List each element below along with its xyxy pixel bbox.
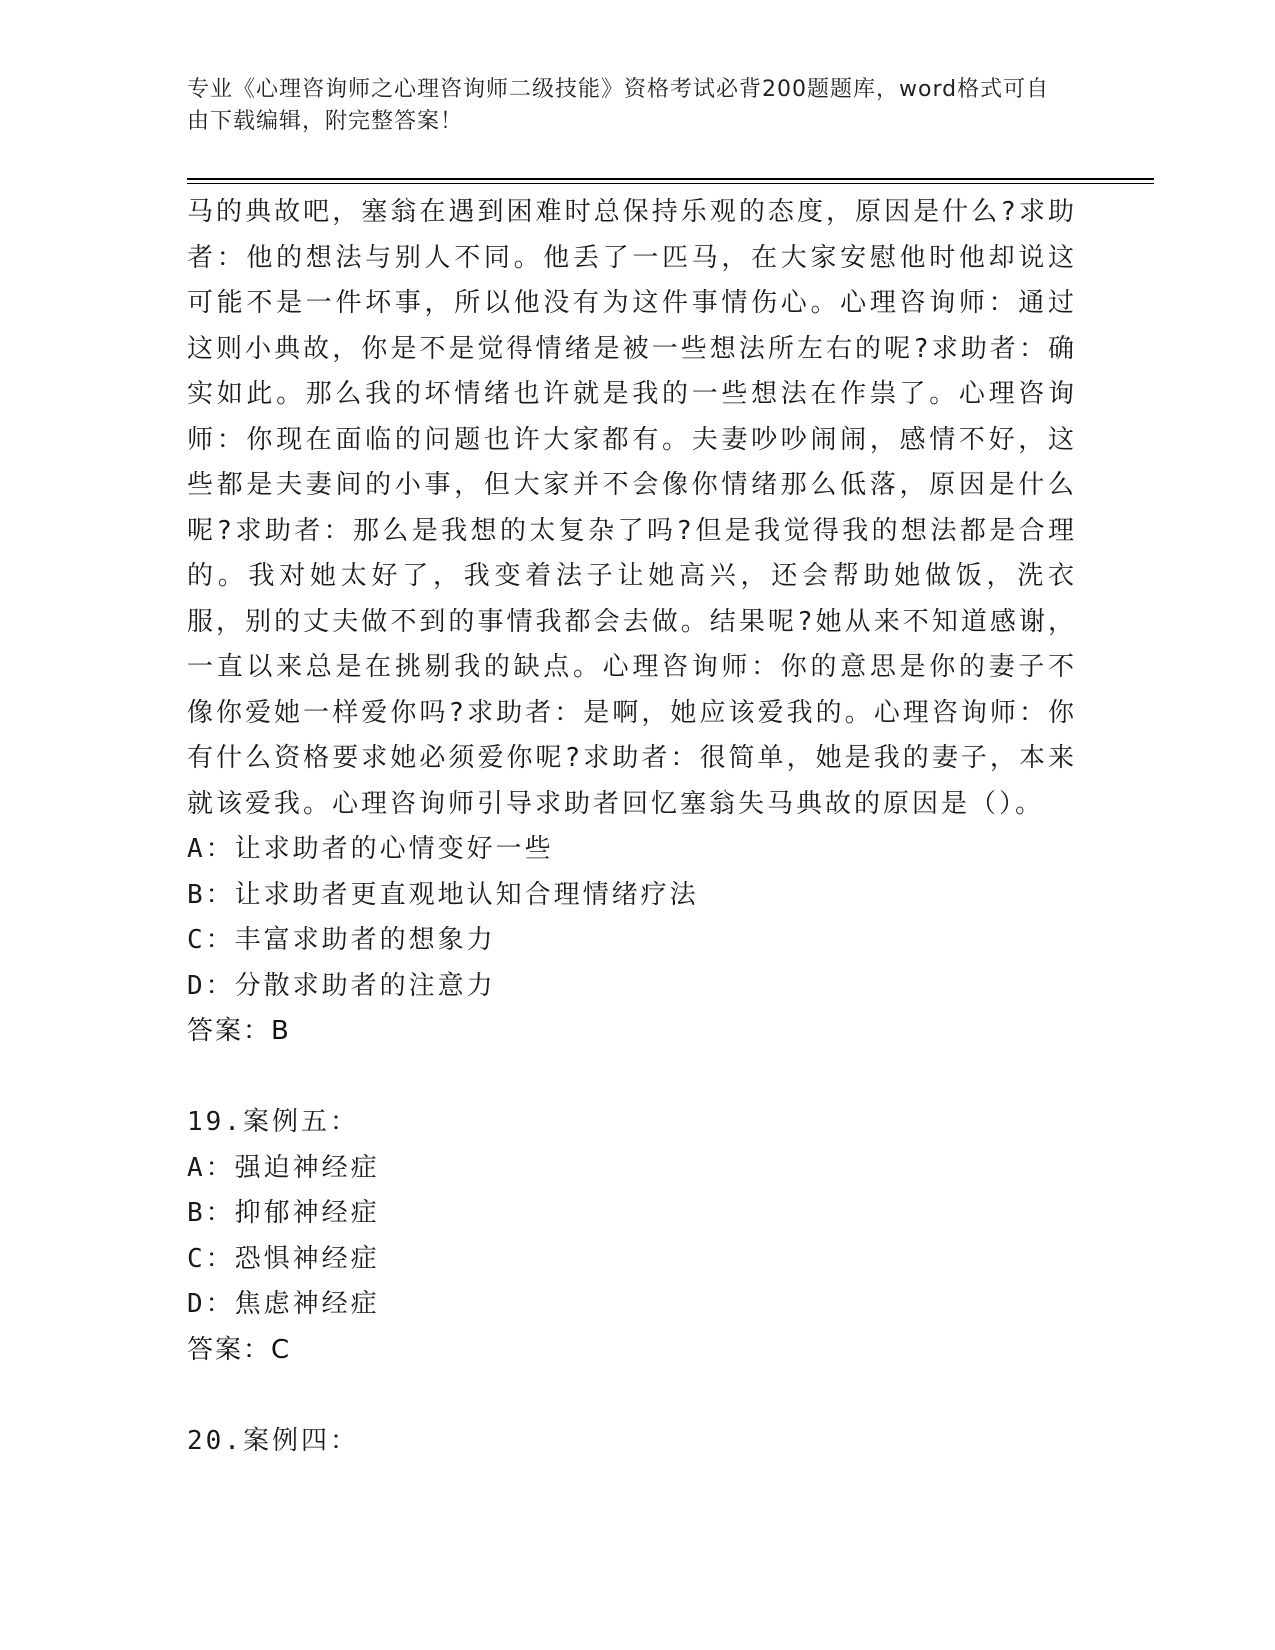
question-18-option-b: B：让求助者更直观地认知合理情绪疗法 <box>187 879 699 910</box>
question-18 <box>187 190 1077 1055</box>
page-header: 专业《心理咨询师之心理咨询师二级技能》资格考试必背200题题库，word格式可自由下载编辑，附完整答案！ <box>187 77 1050 134</box>
question-19-option-b: B：抑郁神经症 <box>187 1198 380 1228</box>
question-18-option-c: C：丰富求助者的想象力 <box>187 925 496 955</box>
question-18-option-d: D：分散求助者的注意力 <box>187 970 496 1001</box>
question-19 <box>187 1100 1077 1373</box>
question-19-title: 19.案例五： <box>187 1107 359 1137</box>
question-19-answer: 答案：C <box>187 1334 292 1365</box>
header-divider-thin <box>187 183 1154 184</box>
question-19-option-c: C：恐惧神经症 <box>187 1243 380 1274</box>
spacer <box>187 1055 1077 1101</box>
question-20-title: 20.案例四： <box>187 1425 359 1456</box>
header-divider-thick <box>187 178 1154 180</box>
document-body <box>187 190 1077 1464</box>
question-18-answer: 答案：B <box>187 1016 291 1046</box>
question-20 <box>187 1419 1077 1465</box>
question-19-option-d: D：焦虑神经症 <box>187 1289 380 1319</box>
spacer <box>187 1373 1077 1419</box>
question-19-option-a: A：强迫神经症 <box>187 1152 380 1183</box>
question-18-stem: 马的典故吧，塞翁在遇到困难时总保持乐观的态度，原因是什么?求助者：他的想法与别人不同。他丢了一匹马，在大家安慰他时他却说这可能不是一件坏事，所以他没有为这件事情伤心。心理咨询师：通过这则小典故，你是不是觉得情绪是被一些想法所左右的呢?求助者：确实如此。那么我的坏情绪也许就是我的一些想法在作祟了。心理咨询师：你现在面临的问题也许大家都有。夫妻吵吵闹闹，感情不好，这些都是夫妻间的小事，但大家并不会像你情绪那么低落，原因是什么呢?求助者：那么是我想的太复杂了吗?但是我觉得我的想法都是合理的。我对她太好了，我变着法子让她高兴，还会帮助她做饭，洗衣服，别的丈夫做不到的事情我都会去做。结果呢?她从来不知道感谢，一直以来总是在挑剔我的缺点。心理咨询师：你的意思是你的妻子不像你爱她一样爱你吗?求助者：是啊，她应该爱我的。心理咨询师：你有什么资格要求她必须爱你呢?求助者：很简单，她是我的妻子，本来就该爱我。心理咨询师引导求助者回忆塞翁失马典故的原因是（）。 <box>187 197 1077 819</box>
question-18-option-a: A：让求助者的心情变好一些 <box>187 834 554 864</box>
